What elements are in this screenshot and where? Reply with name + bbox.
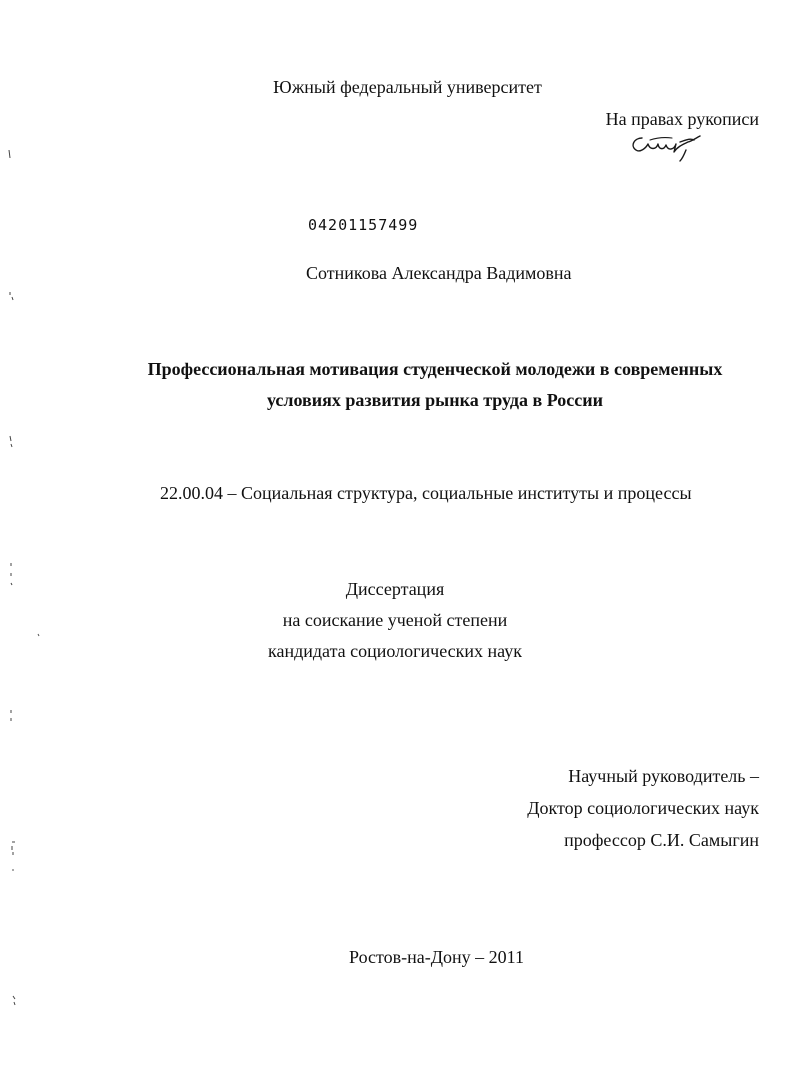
advisor-block <box>527 760 759 856</box>
manuscript-note: На правах рукописи <box>605 109 759 129</box>
degree-block <box>250 574 540 667</box>
specialty-code: 22.00.04 – Социальная структура, социальные институты и процессы <box>160 483 692 503</box>
degree-line-1: Диссертация <box>345 579 445 599</box>
advisor-line-2: Доктор социологических наук <box>527 798 759 818</box>
catalog-number: 04201157499 <box>308 216 419 234</box>
degree-line-3: кандидата социологических наук <box>268 641 522 661</box>
scan-specks <box>4 0 44 1080</box>
advisor-line-3: профессор С.И. Самыгин <box>564 830 759 850</box>
signature-icon <box>626 128 706 162</box>
university-name: Южный федеральный университет <box>273 77 542 97</box>
city-year: Ростов-на-Дону – 2011 <box>349 947 524 967</box>
author-name: Сотникова Александра Вадимовна <box>306 263 572 283</box>
degree-line-2: на соискание ученой степени <box>282 610 508 630</box>
thesis-title-line-2: условиях развития рынка труда в России <box>266 390 604 410</box>
advisor-line-1: Научный руководитель – <box>568 766 759 786</box>
thesis-title <box>120 354 750 416</box>
thesis-title-line-1: Профессиональная мотивация студенческой молодежи в современных <box>147 359 723 379</box>
